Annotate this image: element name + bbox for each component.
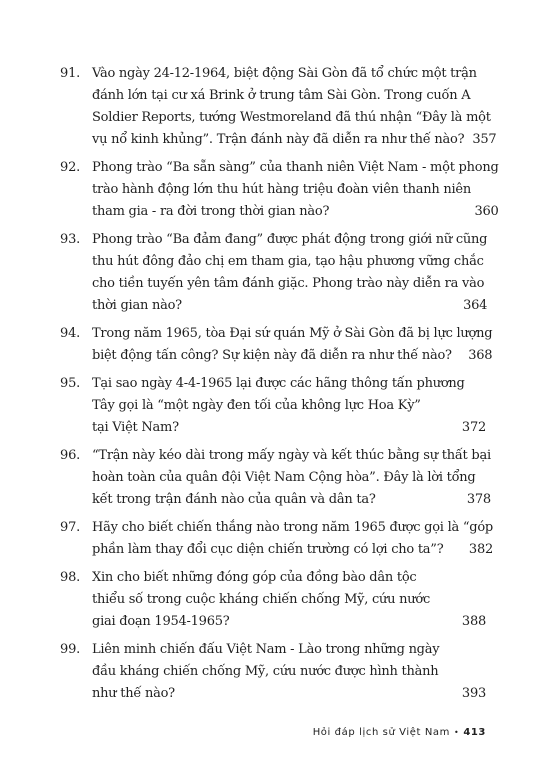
toc-entry-91 bbox=[60, 63, 497, 151]
toc-entry-98 bbox=[60, 567, 486, 633]
entry-line: Hãy cho biết chiến thắng nào trong năm 1965 được gọi là “góp bbox=[92, 520, 493, 535]
entry-line: thiểu số trong cuộc kháng chiến chống Mỹ, cứu nước bbox=[92, 592, 431, 607]
entry-page-number: 360 bbox=[474, 204, 499, 219]
toc-entry-99 bbox=[60, 639, 486, 705]
entry-line: Tại sao ngày 4-4-1965 lại được các hãng thông tấn phương bbox=[92, 376, 465, 391]
entry-page-number: 357 bbox=[472, 132, 497, 147]
entry-text bbox=[92, 517, 493, 561]
entry-text bbox=[92, 157, 499, 223]
entry-line: trào hành động lớn thu hút hàng triệu đoàn viên thanh niên bbox=[92, 182, 471, 197]
entry-number: 95. bbox=[60, 376, 81, 391]
entry-last-line bbox=[92, 295, 487, 317]
bullet-separator: • bbox=[453, 728, 460, 737]
entry-line: đầu kháng chiến chống Mỹ, cứu nước được hình thành bbox=[92, 664, 439, 679]
entry-line: phần làm thay đổi cục diện chiến trường có lợi cho ta”? bbox=[92, 542, 444, 557]
entry-page-number: 393 bbox=[461, 686, 486, 701]
entry-text bbox=[92, 567, 486, 633]
entry-line: Liên minh chiến đấu Việt Nam - Lào trong những ngày bbox=[92, 642, 440, 657]
toc-entry-93 bbox=[60, 229, 486, 317]
entry-line: thời gian nào? bbox=[92, 298, 182, 313]
entry-line: Vào ngày 24-12-1964, biệt động Sài Gòn đã tổ chức một trận bbox=[92, 66, 477, 81]
entry-last-line bbox=[92, 417, 486, 439]
entry-last-line bbox=[92, 611, 486, 633]
entry-line: kết trong trận đánh nào của quân và dân ta? bbox=[92, 492, 376, 507]
entry-text bbox=[92, 639, 486, 705]
entry-line: Tây gọi là “một ngày đen tối của không lực Hoa Kỳ” bbox=[92, 398, 421, 413]
entry-last-line bbox=[92, 539, 493, 561]
footer-page-number: 413 bbox=[463, 727, 486, 738]
entry-text bbox=[92, 445, 491, 511]
entry-page-number: 378 bbox=[466, 492, 491, 507]
page-footer bbox=[313, 727, 486, 738]
toc-entry-94 bbox=[60, 323, 493, 367]
entry-line: tại Việt Nam? bbox=[92, 420, 179, 435]
entry-text bbox=[92, 63, 496, 151]
table-of-contents bbox=[60, 63, 499, 711]
entry-line: Soldier Reports, tướng Westmoreland đã thú nhận “Đây là một bbox=[92, 110, 491, 125]
entry-number: 93. bbox=[60, 232, 81, 247]
toc-entry-95 bbox=[60, 373, 486, 439]
toc-entry-97 bbox=[60, 517, 493, 561]
entry-line: thu hút đông đảo chị em tham gia, tạo hậu phương vững chắc bbox=[92, 254, 484, 269]
entry-text bbox=[92, 373, 486, 439]
entry-line: đánh lớn tại cư xá Brink ở trung tâm Sài Gòn. Trong cuốn A bbox=[92, 88, 471, 103]
entry-number: 97. bbox=[60, 520, 81, 535]
entry-text bbox=[92, 229, 487, 317]
entry-text bbox=[92, 323, 492, 367]
entry-number: 98. bbox=[60, 570, 81, 585]
entry-last-line bbox=[92, 489, 491, 511]
entry-line: cho tiền tuyến yên tâm đánh giặc. Phong trào này diễn ra vào bbox=[92, 276, 485, 291]
entry-number: 96. bbox=[60, 448, 81, 463]
entry-line: Phong trào “Ba đảm đang” được phát động trong giới nữ cũng bbox=[92, 232, 488, 247]
entry-line: hoàn toàn của quân đội Việt Nam Cộng hòa”. Đây là lời tổng bbox=[92, 470, 476, 485]
entry-number: 92. bbox=[60, 160, 81, 175]
entry-number: 91. bbox=[60, 66, 81, 81]
entry-line: biệt động tấn công? Sự kiện này đã diễn ra như thế nào? bbox=[92, 348, 452, 363]
entry-page-number: 372 bbox=[461, 420, 486, 435]
entry-page-number: 388 bbox=[461, 614, 486, 629]
entry-number: 94. bbox=[60, 326, 81, 341]
toc-entry-96 bbox=[60, 445, 491, 511]
entry-line: tham gia - ra đời trong thời gian nào? bbox=[92, 204, 330, 219]
toc-entry-92 bbox=[60, 157, 499, 223]
entry-page-number: 364 bbox=[463, 298, 488, 313]
entry-line: “Trận này kéo dài trong mấy ngày và kết thúc bằng sự thất bại bbox=[92, 448, 491, 463]
entry-line: như thế nào? bbox=[92, 686, 175, 701]
entry-line: vụ nổ kinh khủng”. Trận đánh này đã diễn ra như thế nào? bbox=[92, 132, 465, 147]
entry-last-line bbox=[92, 683, 486, 705]
entry-line: Xin cho biết những đóng góp của đồng bào dân tộc bbox=[92, 570, 417, 585]
entry-line: Phong trào “Ba sẵn sàng” của thanh niên Việt Nam - một phong bbox=[92, 160, 499, 175]
footer-book-title: Hỏi đáp lịch sử Việt Nam bbox=[312, 727, 450, 738]
entry-page-number: 382 bbox=[468, 542, 493, 557]
entry-page-number: 368 bbox=[468, 348, 493, 363]
entry-line: Trong năm 1965, tòa Đại sứ quán Mỹ ở Sài Gòn đã bị lực lượng bbox=[92, 326, 493, 341]
entry-last-line bbox=[92, 129, 496, 151]
entry-number: 99. bbox=[60, 642, 81, 657]
entry-last-line bbox=[92, 345, 492, 367]
entry-last-line bbox=[92, 201, 499, 223]
entry-line: giai đoạn 1954-1965? bbox=[92, 614, 230, 629]
